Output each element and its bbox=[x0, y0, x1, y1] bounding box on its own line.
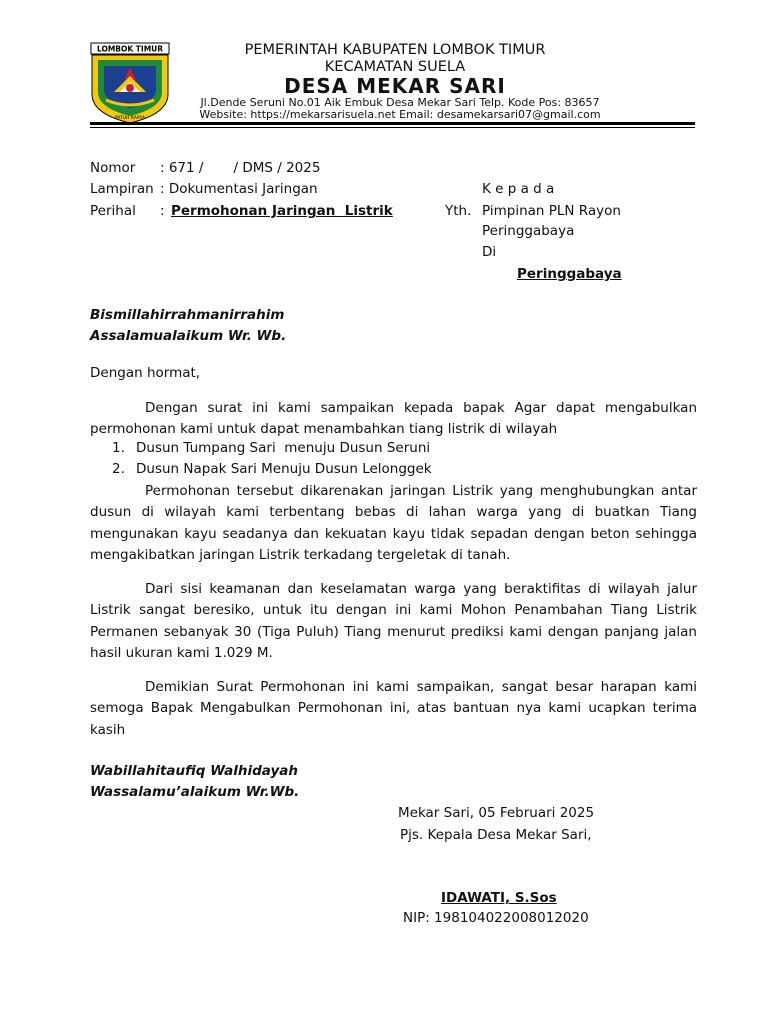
perihal-colon: : bbox=[160, 203, 165, 219]
paragraph-safety bbox=[90, 579, 697, 664]
closing-wabillahi: Wabillahitaufiq Walhidayah bbox=[90, 763, 298, 779]
perihal-label: Perihal bbox=[90, 203, 136, 219]
village-name: DESA MEKAR SARI bbox=[284, 74, 506, 98]
list-item-number: 1. bbox=[112, 440, 125, 456]
perihal-value: Permohonan Jaringan Listrik bbox=[171, 203, 393, 219]
signatory-position: Pjs. Kepala Desa Mekar Sari, bbox=[400, 827, 592, 843]
nomor-value: : 671 / / DMS / 2025 bbox=[160, 160, 321, 176]
closing-salam: Wassalamu’alaikum Wr.Wb. bbox=[90, 784, 300, 800]
paragraph-intro bbox=[90, 398, 697, 441]
recipient-place: Peringgabaya bbox=[517, 266, 622, 282]
kepada-label: K e p a d a bbox=[482, 181, 555, 197]
letterhead-divider-thick bbox=[90, 122, 695, 125]
svg-text:PATUH KARYA: PATUH KARYA bbox=[114, 116, 146, 121]
list-item: Dusun Napak Sari Menuju Dusun Lelonggek bbox=[136, 461, 432, 477]
paragraph-reason bbox=[90, 481, 697, 566]
district-name: KECAMATAN SUELA bbox=[324, 59, 466, 75]
list-item: Dusun Tumpang Sari menuju Dusun Seruni bbox=[136, 440, 431, 456]
list-item-number: 2. bbox=[112, 461, 125, 477]
signatory-name: IDAWATI, S.Sos bbox=[441, 890, 557, 906]
lampiran-value: : Dokumentasi Jaringan bbox=[160, 181, 318, 197]
svg-text:LOMBOK TIMUR: LOMBOK TIMUR bbox=[96, 44, 164, 54]
district-logo bbox=[90, 42, 170, 124]
nomor-label: Nomor bbox=[90, 160, 136, 176]
letterhead-address: Jl.Dende Seruni No.01 Aik Embuk Desa Mekar Sari Telp. Kode Pos: 83657 bbox=[200, 96, 600, 109]
yth-label: Yth. bbox=[445, 203, 472, 219]
greeting: Dengan hormat, bbox=[90, 365, 201, 381]
signatory-nip: NIP: 198104022008012020 bbox=[403, 910, 589, 926]
recipient-name: Pimpinan PLN Rayon bbox=[482, 203, 621, 219]
letterhead-divider-thin bbox=[90, 127, 695, 128]
paragraph-safety-text: Dari sisi keamanan dan keselamatan warga yang beraktifitas di wilayah jalur Listrik sangat beresiko, untuk itu dengan ini kami Mohon Penambahan Tiang Listrik Permanen sebanyak 30 (Tiga Puluh) Tiang menurut prediksi kami dengan panjang jalan hasil ukuran kami 1.029 M. bbox=[90, 581, 697, 661]
letterhead-contact: Website: https://mekarsarisuela.net Email: desamekarsari07@gmail.com bbox=[199, 108, 601, 121]
paragraph-closing bbox=[90, 677, 697, 741]
government-name: PEMERINTAH KABUPATEN LOMBOK TIMUR bbox=[244, 42, 546, 58]
lampiran-label: Lampiran bbox=[90, 181, 154, 197]
paragraph-reason-text: Permohonan tersebut dikarenakan jaringan Listrik yang menghubungkan antar dusun di wilayah kami terbentang bebas di lahan warga yang di buatkan Tiang mengunakan kayu seadanya dan kekuatan kayu tidak sepadan dengan beton sehingga mengakibatkan jaringan Listrik terkadang tergeletak di tanah. bbox=[90, 483, 697, 563]
place-date: Mekar Sari, 05 Februari 2025 bbox=[398, 805, 595, 821]
paragraph-intro-text: Dengan surat ini kami sampaikan kepada bapak Agar dapat mengabulkan permohonan kami untuk dapat menambahkan tiang listrik di wilayah bbox=[90, 400, 697, 438]
bismillah: Bismillahirrahmanirrahim bbox=[90, 307, 285, 323]
paragraph-closing-text: Demikian Surat Permohonan ini kami sampaikan, sangat besar harapan kami semoga Bapak Mengabulkan Permohonan ini, atas bantuan nya kami ucapkan terima kasih bbox=[90, 679, 697, 738]
recipient-city: Peringgabaya bbox=[482, 223, 575, 239]
salam-opening: Assalamualaikum Wr. Wb. bbox=[90, 328, 287, 344]
recipient-di: Di bbox=[482, 244, 497, 260]
